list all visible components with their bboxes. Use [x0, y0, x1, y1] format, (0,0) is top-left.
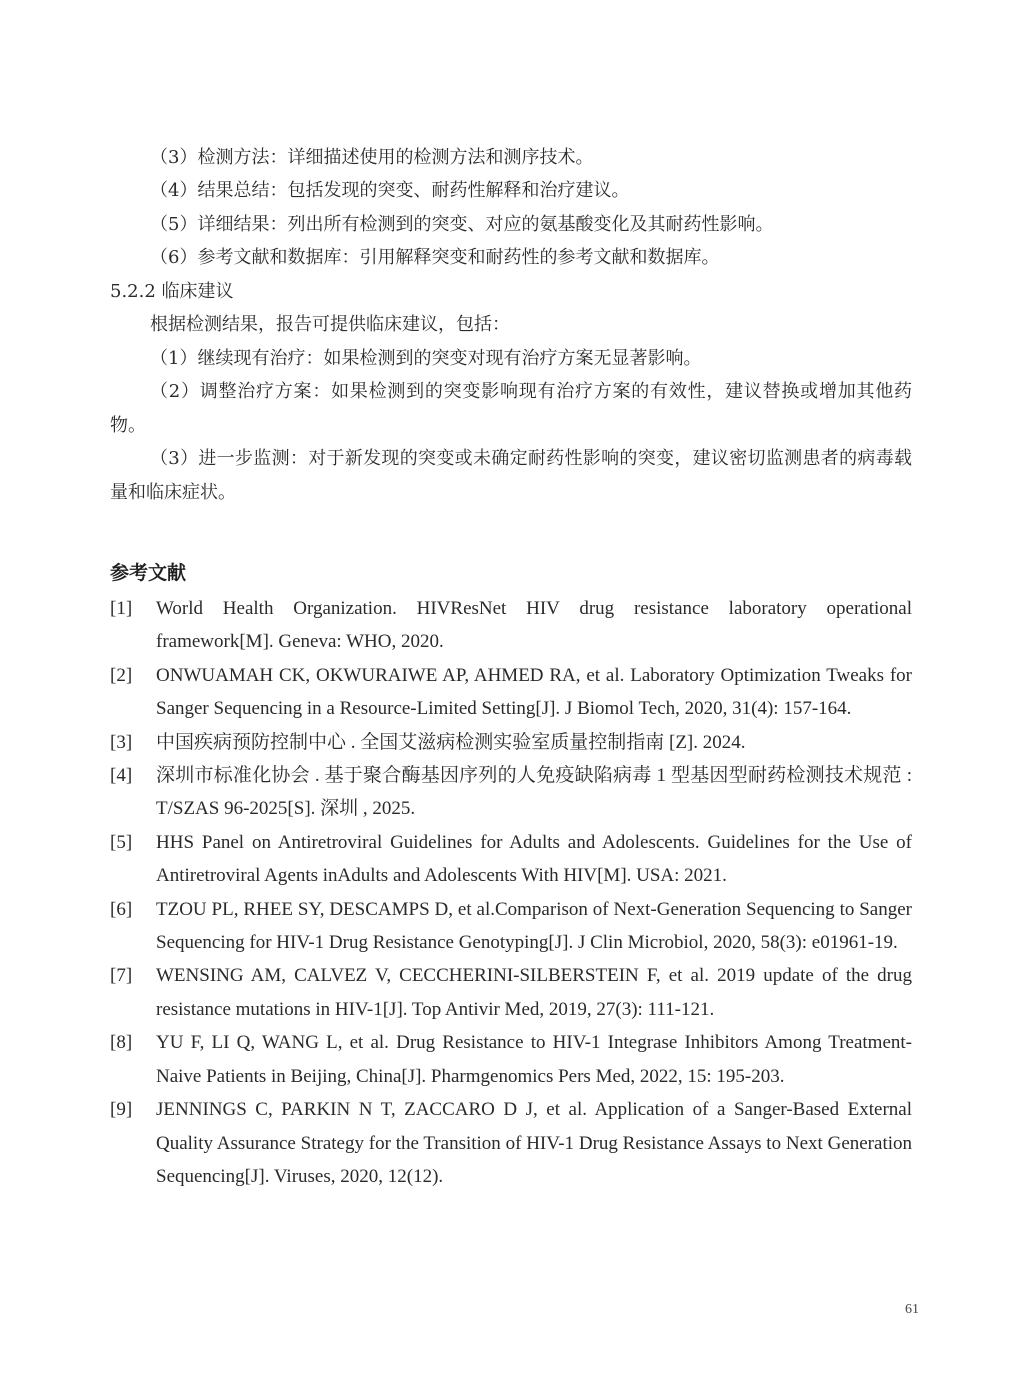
- list-item-detailed-results: （5）详细结果：列出所有检测到的突变、对应的氨基酸变化及其耐药性影响。: [150, 214, 774, 235]
- list-item-references-databases: （6）参考文献和数据库：引用解释突变和耐药性的参考文献和数据库。: [150, 247, 720, 268]
- reference-text: TZOU PL, RHEE SY, DESCAMPS D, et al.Comparison of Next-Generation Sequencing to Sanger Sequencing for HIV-1 Drug Resistance Genotyping[J]. J Clin Microbiol, 2020, 58(3): e01961-19.: [156, 898, 912, 954]
- reference-number: [6]: [110, 898, 133, 920]
- reference-number: [5]: [110, 831, 133, 853]
- reference-text: YU F, LI Q, WANG L, et al. Drug Resistance to HIV-1 Integrase Inhibitors Among Treatment-Naive Patients in Beijing, China[J]. Pharmgenomics Pers Med, 2022, 15: 195-203.: [156, 1032, 912, 1087]
- reference-text: World Health Organization. HIVResNet HIV drug resistance laboratory operational framework[M]. Geneva: WHO, 2020.: [156, 598, 912, 653]
- recommendation-further-monitoring: （3）进一步监测：对于新发现的突变或未确定耐药性影响的突变，建议密切监测患者的病毒载量和临床症状。: [110, 448, 912, 503]
- reference-item: [110, 592, 912, 659]
- section-heading-clinical-recommendations: 5.2.2 临床建议: [110, 281, 234, 302]
- references-heading: 参考文献: [110, 562, 187, 584]
- list-item-result-summary: （4）结果总结：包括发现的突变、耐药性解释和治疗建议。: [150, 180, 630, 201]
- reference-item: [110, 1026, 912, 1093]
- reference-number: [2]: [110, 664, 133, 686]
- reference-number: [8]: [110, 1032, 133, 1054]
- reference-text: 中国疾病预防控制中心 . 全国艾滋病检测实验室质量控制指南 [Z]. 2024.: [156, 731, 746, 753]
- reference-number: [4]: [110, 765, 133, 787]
- reference-item: [110, 726, 912, 759]
- recommendation-adjust-treatment: （2）调整治疗方案：如果检测到的突变影响现有治疗方案的有效性，建议替换或增加其他药物。: [110, 381, 912, 436]
- reference-number: [1]: [110, 598, 133, 619]
- recommendation-continue-treatment: （1）继续现有治疗：如果检测到的突变对现有治疗方案无显著影响。: [150, 348, 702, 369]
- reference-text: 深圳市标准化协会 . 基于聚合酶基因序列的人免疫缺陷病毒 1 型基因型耐药检测技术规范 : T/SZAS 96-2025[S]. 深圳 , 2025.: [156, 765, 912, 820]
- page-number: 61: [905, 1302, 919, 1317]
- reference-text: JENNINGS C, PARKIN N T, ZACCARO D J, et al. Application of a Sanger-Based External Quality Assurance Strategy for the Transition of HIV-1 Drug Resistance Assays to Next Generation Sequencing[J]. Viruses, 2020, 12(12).: [156, 1099, 912, 1187]
- reference-item: [110, 893, 912, 960]
- reference-text: WENSING AM, CALVEZ V, CECCHERINI-SILBERSTEIN F, et al. 2019 update of the drug resistance mutations in HIV-1[J]. Top Antivir Med, 2019, 27(3): 111-121.: [156, 965, 912, 1020]
- reference-text: HHS Panel on Antiretroviral Guidelines for Adults and Adolescents. Guidelines for the Use of Antiretroviral Agents inAdults and Adolescents With HIV[M]. USA: 2021.: [156, 831, 912, 887]
- reference-item: [110, 826, 912, 893]
- reference-item: [110, 659, 912, 726]
- reference-number: [7]: [110, 965, 133, 987]
- reference-item: [110, 1093, 912, 1193]
- reference-number: [3]: [110, 731, 133, 753]
- reference-item: [110, 959, 912, 1026]
- clinical-intro-paragraph: 根据检测结果，报告可提供临床建议，包括：: [150, 314, 510, 335]
- list-item-detection-method: （3）检测方法：详细描述使用的检测方法和测序技术。: [150, 147, 594, 168]
- reference-list: [110, 592, 912, 1193]
- reference-item: [110, 759, 912, 826]
- reference-text: ONWUAMAH CK, OKWURAIWE AP, AHMED RA, et al. Laboratory Optimization Tweaks for Sanger Sequencing in a Resource-Limited Setting[J]. J Biomol Tech, 2020, 31(4): 157-164.: [156, 664, 912, 720]
- reference-number: [9]: [110, 1099, 133, 1121]
